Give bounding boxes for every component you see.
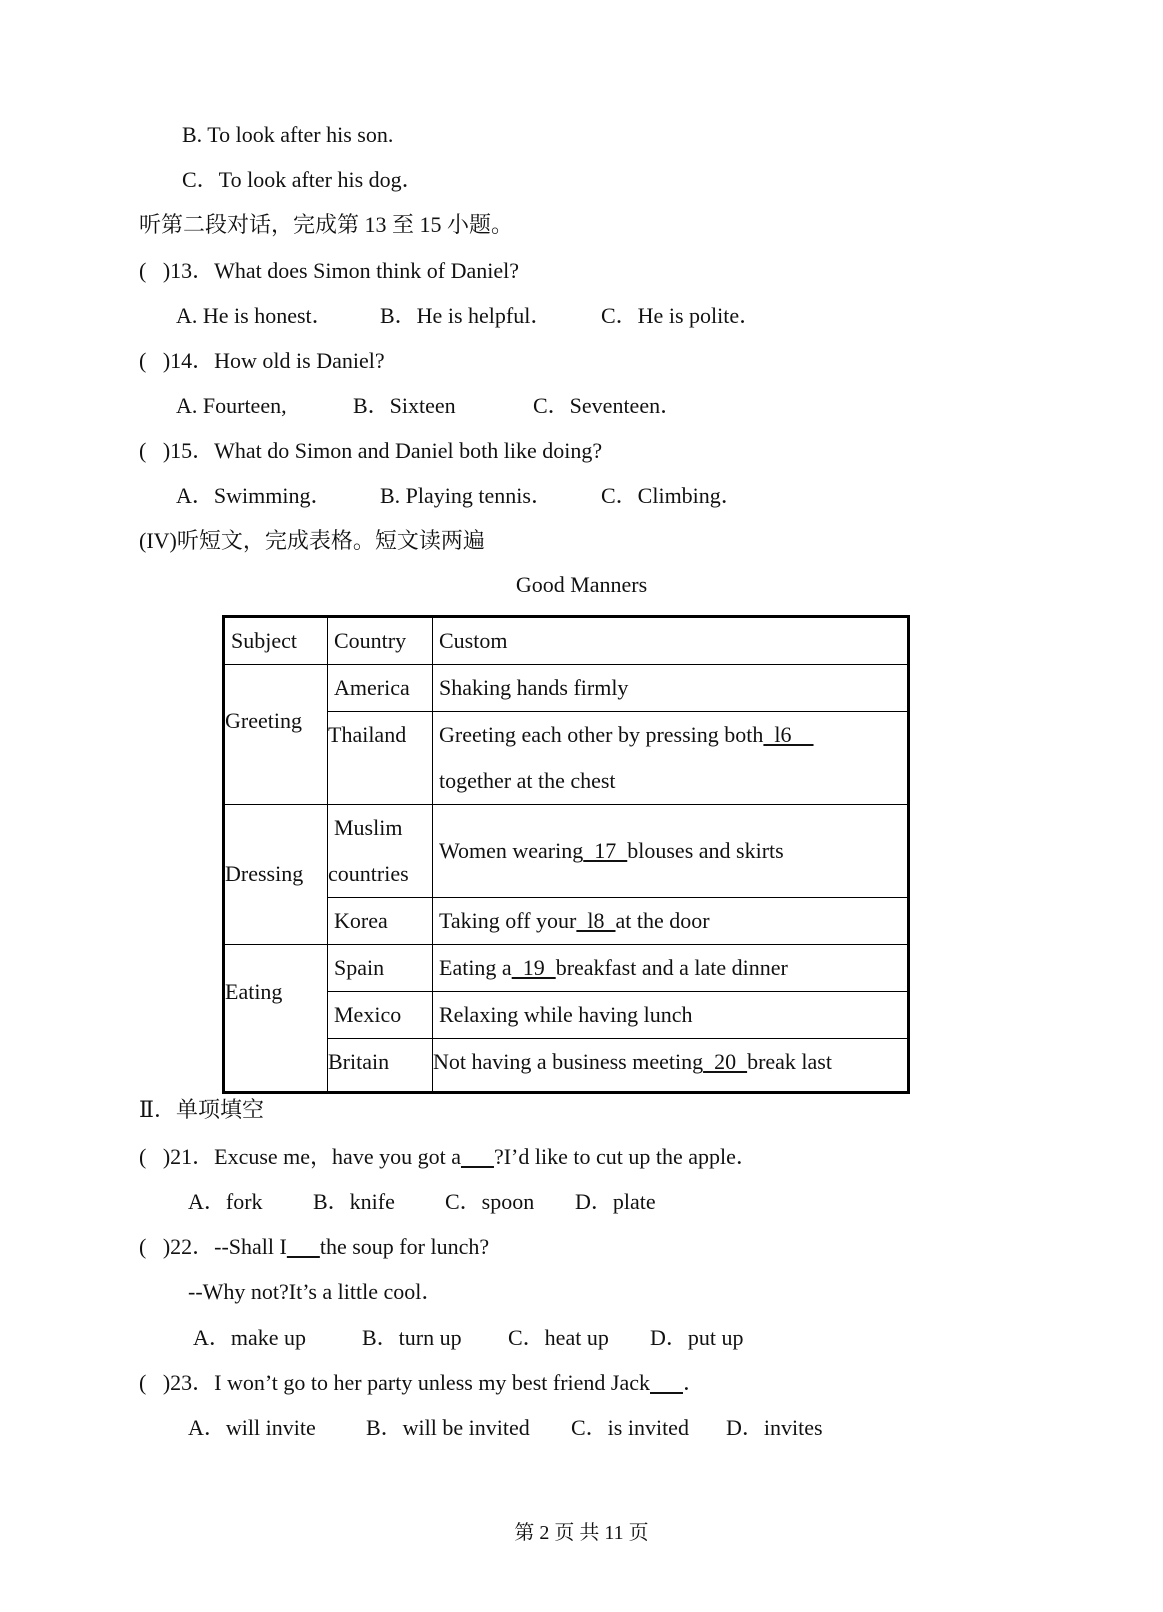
country-muslim-line1: Muslim — [334, 815, 403, 840]
good-manners-table — [222, 615, 910, 1094]
question-22-blank — [287, 1234, 320, 1259]
question-22-stem — [139, 1234, 489, 1260]
question-21-text-2: ?I’d like to cut up the apple． — [493, 1144, 758, 1169]
header-country: Country — [328, 617, 433, 665]
question-22-text: ( )22．--Shall I — [139, 1234, 287, 1259]
custom-mexico: Relaxing while having lunch — [433, 992, 909, 1039]
section3-instruction: 听第二段对话，完成第 13 至 15 小题。 — [139, 212, 514, 237]
subject-dressing: Dressing — [224, 805, 328, 945]
custom-muslim — [433, 805, 909, 898]
question-22-response: --Why not?It’s a little cool． — [188, 1279, 444, 1304]
subject-eating: Eating — [224, 945, 328, 1093]
blank-20: 20 — [703, 1049, 748, 1074]
question-13-stem: ( )13．What does Simon think of Daniel? — [139, 258, 520, 283]
question-13-option-c: C．He is polite． — [601, 303, 762, 328]
question-21-option-d: D．plate — [575, 1189, 656, 1214]
question-21-option-b: B．knife — [313, 1189, 395, 1214]
question-21-stem — [139, 1144, 758, 1170]
table-row — [224, 665, 909, 712]
table-header-row — [224, 617, 909, 665]
custom-spain-text-2: breakfast and a late dinner — [555, 955, 788, 980]
q12-option-b: B. To look after his son. — [182, 122, 394, 147]
table-title: Good Manners — [515, 572, 648, 597]
question-21-blank — [461, 1144, 494, 1169]
custom-spain — [433, 945, 909, 992]
question-22-text-2: the soup for lunch? — [319, 1234, 490, 1259]
country-thailand — [328, 712, 433, 805]
question-21-text: ( )21．Excuse me，have you got a — [139, 1144, 461, 1169]
header-custom: Custom — [433, 617, 909, 665]
custom-korea-text-2: at the door — [615, 908, 710, 933]
custom-korea-text: Taking off your — [439, 908, 577, 933]
subject-greeting: Greeting — [224, 665, 328, 805]
question-14-option-a: A. Fourteen, — [176, 393, 287, 418]
custom-muslim-text: Women wearing — [439, 838, 584, 863]
country-korea: Korea — [328, 898, 433, 945]
custom-thailand — [433, 712, 909, 805]
question-21-option-a: A．fork — [188, 1189, 263, 1214]
country-america: America — [328, 665, 433, 712]
question-13-option-b: B．He is helpful． — [380, 303, 553, 328]
q12-option-c: C．To look after his dog． — [182, 167, 424, 192]
question-22-option-d: D．put up — [650, 1325, 744, 1350]
country-mexico: Mexico — [328, 992, 433, 1039]
country-britain: Britain — [328, 1039, 433, 1093]
custom-britain — [433, 1039, 909, 1093]
part2-heading: Ⅱ．单项填空 — [139, 1097, 264, 1122]
table-row — [224, 945, 909, 992]
question-23-option-a: A．will invite — [188, 1415, 316, 1440]
country-spain: Spain — [328, 945, 433, 992]
question-22-option-c: C．heat up — [508, 1325, 609, 1350]
question-14-stem: ( )14．How old is Daniel? — [139, 348, 385, 373]
question-15-option-a: A．Swimming． — [176, 483, 333, 508]
question-14-option-b: B．Sixteen — [353, 393, 456, 418]
question-23-text-2: ． — [683, 1370, 706, 1395]
question-22-option-b: B．turn up — [362, 1325, 462, 1350]
question-23-stem — [139, 1370, 705, 1396]
custom-britain-text: Not having a business meeting — [433, 1049, 704, 1074]
question-15-stem: ( )15．What do Simon and Daniel both like doing? — [139, 438, 603, 463]
question-23-blank — [650, 1370, 683, 1395]
table-row — [224, 805, 909, 898]
question-15-option-b: B. Playing tennis． — [380, 483, 553, 508]
question-14-option-c: C．Seventeen． — [533, 393, 683, 418]
blank-16: l6 — [763, 722, 814, 747]
section4-instruction: (IV)听短文，完成表格。短文读两遍 — [139, 528, 485, 553]
country-muslim-line2: countries — [328, 861, 409, 886]
question-13-option-a: A. He is honest． — [176, 303, 334, 328]
blank-18: l8 — [576, 908, 616, 933]
header-subject: Subject — [224, 617, 328, 665]
question-23-text: ( )23．I won’t go to her party unless my best friend Jack — [139, 1370, 650, 1395]
question-15-option-c: C．Climbing． — [601, 483, 743, 508]
question-22-option-a: A．make up — [193, 1325, 307, 1350]
question-23-option-b: B．will be invited — [366, 1415, 530, 1440]
custom-muslim-text-2: blouses and skirts — [627, 838, 784, 863]
country-muslim-countries — [328, 805, 433, 898]
custom-britain-text-2: break last — [747, 1049, 832, 1074]
question-21-option-c: C．spoon — [445, 1189, 535, 1214]
custom-thailand-text: Greeting each other by pressing both — [439, 722, 764, 747]
custom-america: Shaking hands firmly — [433, 665, 909, 712]
country-thailand-label: Thailand — [328, 722, 407, 747]
blank-17: 17 — [583, 838, 628, 863]
blank-19: 19 — [511, 955, 556, 980]
page-footer: 第 2 页 共 11 页 — [514, 1522, 649, 1544]
question-23-option-d: D．invites — [726, 1415, 823, 1440]
question-23-option-c: C．is invited — [571, 1415, 689, 1440]
custom-korea — [433, 898, 909, 945]
custom-spain-text: Eating a — [439, 955, 512, 980]
custom-thailand-continuation: together at the chest — [439, 768, 616, 793]
